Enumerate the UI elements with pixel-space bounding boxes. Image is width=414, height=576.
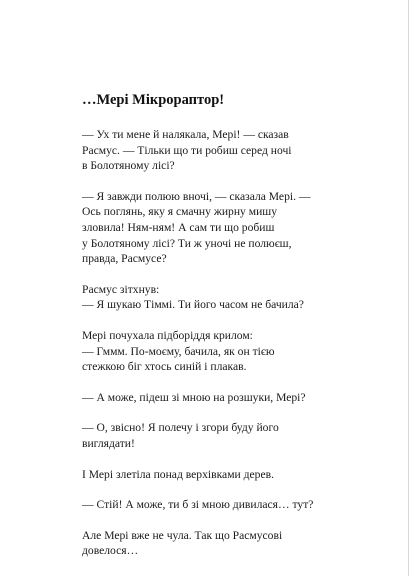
text-line: Але Мері вже не чула. Так що Расмусові <box>82 528 283 542</box>
story-text-block <box>82 91 382 574</box>
text-line: стежкою біг хтось синій і плакав. <box>82 360 247 374</box>
text-line: — Ух ти мене й налякала, Мері! — сказав <box>82 128 289 141</box>
story-paragraph <box>82 127 382 174</box>
story-paragraph <box>82 328 382 375</box>
story-paragraph <box>82 282 382 313</box>
story-paragraph <box>82 189 382 267</box>
text-line: у Болотяному лісі? Ти ж уночі не полюєш, <box>82 236 292 250</box>
text-line: Расмус. — Тільки що ти робиш серед ночі <box>82 143 292 157</box>
text-line: в Болотяному лісі? <box>82 159 175 173</box>
text-line: зловила! Ням-ням! А сам ти що робиш <box>82 220 275 234</box>
text-line: — А може, підеш зі мною на розшуки, Мері? <box>82 390 306 404</box>
text-line: довелося… <box>82 544 139 558</box>
text-line: — Я завжди полюю вночі, — сказала Мері. — <box>82 189 311 203</box>
page-edge-line <box>408 0 409 576</box>
text-line: — О, звісно! Я полечу і згори буду його <box>82 421 279 435</box>
story-paragraphs <box>82 127 382 559</box>
text-line: Мері почухала підборіддя крилом: <box>82 328 253 342</box>
story-paragraph <box>82 420 382 451</box>
story-paragraph <box>82 467 382 483</box>
text-line: виглядати! <box>82 436 135 450</box>
chapter-title: …Мері Мікрораптор! <box>82 92 225 108</box>
story-paragraph <box>82 390 382 406</box>
story-paragraph <box>82 528 382 559</box>
text-line: — Стій! А може, ти б зі мною дивилася… тут? <box>82 498 314 512</box>
story-paragraph <box>82 497 382 513</box>
text-line: Ось поглянь, яку я смачну жирну мишу <box>82 205 277 219</box>
text-line: — Гммм. По-моєму, бачила, як он тією <box>82 344 275 358</box>
text-line: Расмус зітхнув: <box>82 282 160 296</box>
text-line: І Мері злетіла понад верхівками дерев. <box>82 467 274 481</box>
text-line: — Я шукаю Тіммі. Ти його часом не бачила? <box>82 298 304 312</box>
text-line: правда, Расмусе? <box>82 252 167 266</box>
